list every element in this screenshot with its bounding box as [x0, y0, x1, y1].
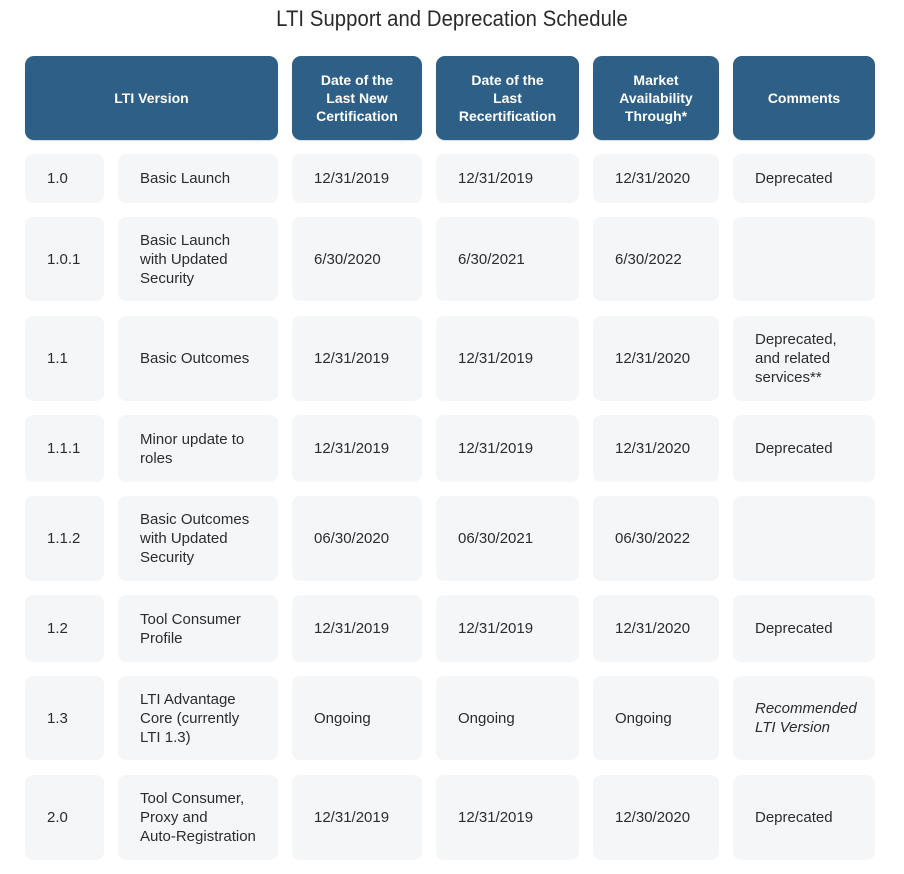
feature-name-cell	[118, 676, 278, 760]
version-cell	[25, 316, 104, 401]
market-availability-cell-text: 12/31/2020	[615, 170, 691, 187]
last-recertification-cell-text: 12/31/2019	[458, 350, 534, 367]
last-recertification-cell	[436, 217, 579, 301]
feature-name-cell-text: Minor update to roles	[140, 430, 245, 467]
comments-cell-text: Deprecated	[755, 809, 833, 826]
last-new-certification-cell-text: 12/31/2019	[314, 620, 390, 637]
feature-name-cell	[118, 316, 278, 401]
comments-cell	[733, 415, 875, 482]
last-recertification-cell	[436, 676, 579, 760]
feature-name-cell-text: Basic Outcomes	[140, 350, 250, 367]
comments-cell-text: Recommended LTI Version	[755, 700, 857, 736]
last-new-certification-cell-text: 12/31/2019	[314, 440, 390, 457]
header-lti-version: LTI Version	[25, 56, 278, 140]
comments-cell	[733, 676, 875, 760]
version-cell-text: 1.1	[47, 350, 68, 367]
market-availability-cell-text: 6/30/2022	[615, 250, 682, 268]
version-cell	[25, 415, 104, 482]
last-recertification-cell-text: 12/31/2019	[458, 440, 534, 457]
version-cell-text: 1.1.2	[47, 530, 81, 547]
last-new-certification-cell	[292, 595, 422, 662]
last-new-certification-cell	[292, 154, 422, 203]
version-cell-text: 1.1.1	[47, 440, 81, 457]
version-cell	[25, 217, 104, 301]
feature-name-cell	[118, 496, 278, 581]
feature-name-cell-text: Basic Launch	[140, 170, 231, 187]
last-recertification-cell-text: 06/30/2021	[458, 530, 534, 547]
last-new-certification-cell-text: 12/31/2019	[314, 350, 390, 367]
feature-name-cell	[118, 775, 278, 860]
last-recertification-cell	[436, 316, 579, 401]
version-cell	[25, 496, 104, 581]
version-cell	[25, 775, 104, 860]
last-new-certification-cell-text: 12/31/2019	[314, 809, 390, 826]
header-comments: Comments	[733, 56, 875, 140]
version-cell-text: 1.3	[47, 709, 68, 727]
market-availability-cell	[593, 595, 719, 662]
feature-name-cell-text: Tool Consumer Profile	[140, 610, 241, 647]
last-new-certification-cell-text: 6/30/2020	[314, 250, 381, 268]
feature-name-cell-text: LTI Advantage Core (currently LTI 1.3)	[140, 690, 240, 746]
market-availability-cell-text: 12/31/2020	[615, 350, 691, 367]
comments-cell-text: Deprecated	[755, 170, 833, 187]
comments-cell	[733, 496, 875, 581]
version-cell	[25, 154, 104, 203]
last-recertification-cell	[436, 415, 579, 482]
feature-name-cell	[118, 154, 278, 203]
version-cell-text: 1.0.1	[47, 250, 81, 268]
header-market-availability: Market Availability Through*	[593, 56, 719, 140]
last-new-certification-cell	[292, 676, 422, 760]
version-cell-text: 1.0	[47, 170, 68, 187]
market-availability-cell	[593, 316, 719, 401]
feature-name-cell-text: Basic Outcomes with Updated Security	[140, 511, 250, 566]
header-last-recertification: Date of the Last Recertification	[436, 56, 579, 140]
last-recertification-cell	[436, 154, 579, 203]
feature-name-cell	[118, 595, 278, 662]
market-availability-cell-text: 12/30/2020	[615, 809, 691, 826]
feature-name-cell	[118, 415, 278, 482]
last-recertification-cell-text: Ongoing	[458, 709, 515, 727]
version-cell	[25, 595, 104, 662]
comments-cell-text: Deprecated	[755, 440, 833, 457]
comments-cell	[733, 775, 875, 860]
market-availability-cell-text: 06/30/2022	[615, 530, 691, 547]
market-availability-cell	[593, 676, 719, 760]
version-cell-text: 1.2	[47, 620, 68, 637]
comments-cell	[733, 217, 875, 301]
last-recertification-cell-text: 12/31/2019	[458, 620, 534, 637]
market-availability-cell	[593, 496, 719, 581]
feature-name-cell-text: Tool Consumer, Proxy and Auto-Registration	[140, 790, 256, 845]
comments-cell	[733, 316, 875, 401]
market-availability-cell-text: Ongoing	[615, 709, 672, 727]
last-recertification-cell-text: 6/30/2021	[458, 250, 525, 268]
last-recertification-cell	[436, 496, 579, 581]
comments-cell	[733, 595, 875, 662]
last-recertification-cell	[436, 775, 579, 860]
market-availability-cell	[593, 154, 719, 203]
market-availability-cell-text: 12/31/2020	[615, 440, 691, 457]
last-recertification-cell-text: 12/31/2019	[458, 809, 534, 826]
comments-cell	[733, 154, 875, 203]
market-availability-cell	[593, 415, 719, 482]
last-new-certification-cell	[292, 496, 422, 581]
market-availability-cell	[593, 217, 719, 301]
last-new-certification-cell	[292, 217, 422, 301]
header-last-new-certification: Date of the Last New Certification	[292, 56, 422, 140]
feature-name-cell-text: Basic Launch with Updated Security	[140, 231, 231, 287]
last-new-certification-cell-text: 12/31/2019	[314, 170, 390, 187]
market-availability-cell	[593, 775, 719, 860]
last-new-certification-cell-text: Ongoing	[314, 709, 371, 727]
market-availability-cell-text: 12/31/2020	[615, 620, 691, 637]
feature-name-cell	[118, 217, 278, 301]
version-cell-text: 2.0	[47, 809, 68, 826]
comments-cell-text: Deprecated, and related services**	[755, 331, 837, 386]
page-title: LTI Support and Deprecation Schedule	[276, 6, 628, 31]
last-new-certification-cell	[292, 316, 422, 401]
version-cell	[25, 676, 104, 760]
last-recertification-cell-text: 12/31/2019	[458, 170, 534, 187]
last-new-certification-cell	[292, 415, 422, 482]
last-recertification-cell	[436, 595, 579, 662]
last-new-certification-cell	[292, 775, 422, 860]
last-new-certification-cell-text: 06/30/2020	[314, 530, 390, 547]
comments-cell-text: Deprecated	[755, 620, 833, 637]
